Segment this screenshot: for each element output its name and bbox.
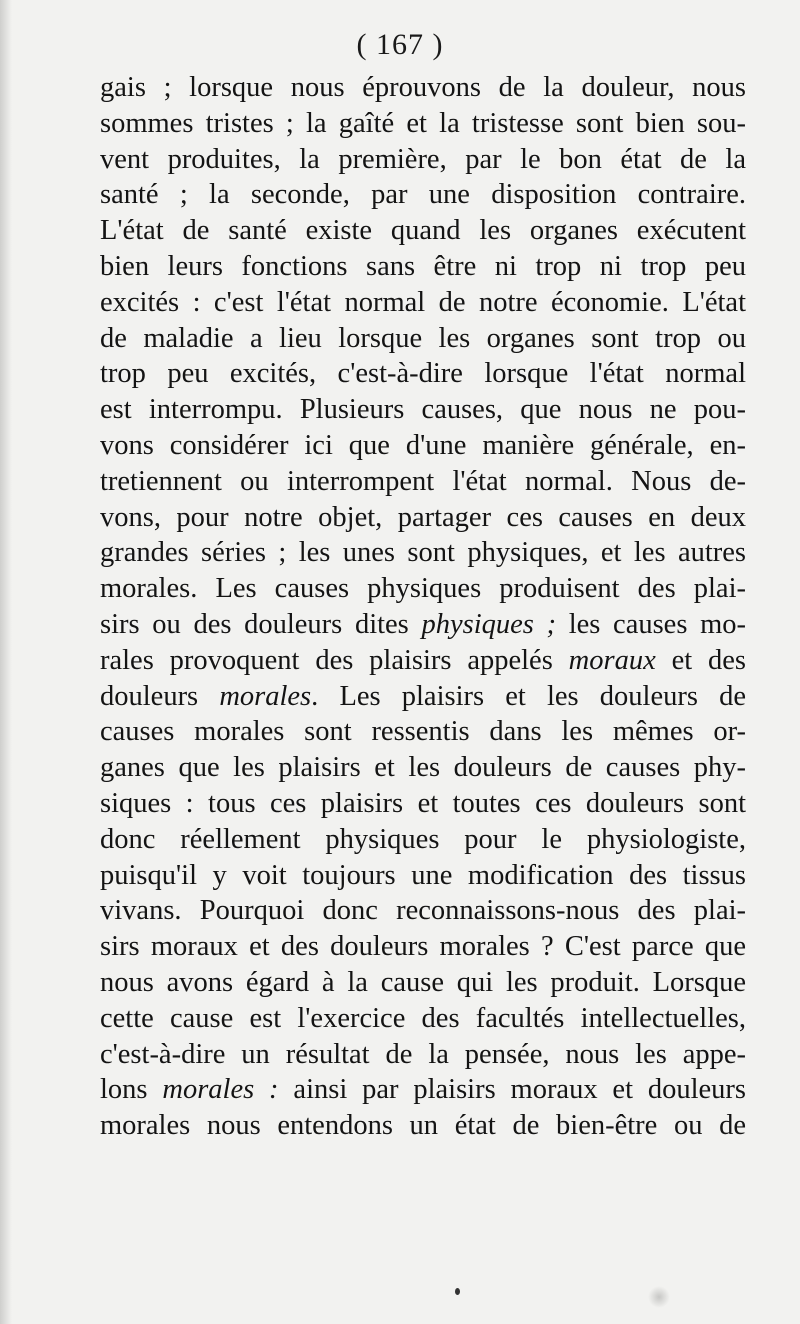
text-line: excités : c'est l'état normal de notre économie. L'état xyxy=(100,286,746,318)
text-line: est interrompu. Plusieurs causes, que nous ne pou- xyxy=(100,394,746,426)
text-line: santé ; la seconde, par une disposition contraire. xyxy=(100,179,746,211)
text-line: ganes que les plaisirs et les douleurs de causes phy- xyxy=(100,752,746,784)
text-segment: . Les plaisirs et les douleurs de xyxy=(311,680,746,712)
italic-term: morales : xyxy=(162,1074,279,1106)
text-line: vent produites, la première, par le bon état de la xyxy=(100,143,746,175)
text-line: vivans. Pourquoi donc reconnaissons-nous des plai- xyxy=(100,895,746,927)
text-line: causes morales sont ressentis dans les mêmes or- xyxy=(100,716,746,748)
text-line: siques : tous ces plaisirs et toutes ces douleurs sont xyxy=(100,787,746,819)
text-line: tretiennent ou interrompent l'état normal. Nous de- xyxy=(100,465,746,497)
text-line: vons considérer ici que d'une manière générale, en- xyxy=(100,429,746,461)
text-line: de maladie a lieu lorsque les organes sont trop ou xyxy=(100,322,746,354)
text-line: cette cause est l'exercice des facultés intellectuelles, xyxy=(100,1002,746,1034)
text-line xyxy=(100,679,746,715)
text-line: sirs moraux et des douleurs morales ? C'est parce que xyxy=(100,931,746,963)
italic-term: morales xyxy=(219,680,312,712)
text-segment: les causes mo- xyxy=(556,608,746,640)
text-segment: rales provoquent des plaisirs appelés xyxy=(100,644,569,676)
text-line: bien leurs fonctions sans être ni trop ni trop peu xyxy=(100,250,746,282)
ink-dot xyxy=(455,1288,460,1295)
text-line xyxy=(100,607,746,643)
italic-term: physiques ; xyxy=(421,608,557,640)
text-line: donc réellement physiques pour le physiologiste, xyxy=(100,823,746,855)
text-line: c'est-à-dire un résultat de la pensée, nous les appe- xyxy=(100,1038,746,1070)
text-line: vons, pour notre objet, partager ces causes en deux xyxy=(100,501,746,533)
text-line: gais ; lorsque nous éprouvons de la douleur, nous xyxy=(100,72,746,103)
page-number: ( 167 ) xyxy=(356,28,444,61)
text-line: nous avons égard à la cause qui les produit. Lorsque xyxy=(100,966,746,998)
text-line: morales. Les causes physiques produisent des plai- xyxy=(100,573,746,605)
text-segment: ainsi par plaisirs moraux et douleurs xyxy=(278,1074,746,1106)
italic-term: moraux xyxy=(568,644,656,676)
text-line xyxy=(100,643,746,679)
text-segment: douleurs xyxy=(100,680,220,712)
text-line: L'état de santé existe quand les organes exécutent xyxy=(100,215,746,247)
body-text xyxy=(100,70,746,1144)
text-line: morales nous entendons un état de bien-être ou de xyxy=(100,1110,746,1142)
page-binding-shadow xyxy=(0,0,12,1324)
text-segment: et des xyxy=(655,644,746,676)
text-segment: lons xyxy=(100,1074,163,1106)
text-line: sommes tristes ; la gaîté et la tristesse sont bien sou- xyxy=(100,107,746,139)
text-line: grandes séries ; les unes sont physiques, et les autres xyxy=(100,537,746,569)
text-line: puisqu'il y voit toujours une modification des tissus xyxy=(100,859,746,891)
paper-smudge xyxy=(648,1286,670,1308)
text-segment: sirs ou des douleurs dites xyxy=(100,608,422,640)
text-line xyxy=(100,1072,746,1108)
text-line: trop peu excités, c'est-à-dire lorsque l'état normal xyxy=(100,358,746,390)
